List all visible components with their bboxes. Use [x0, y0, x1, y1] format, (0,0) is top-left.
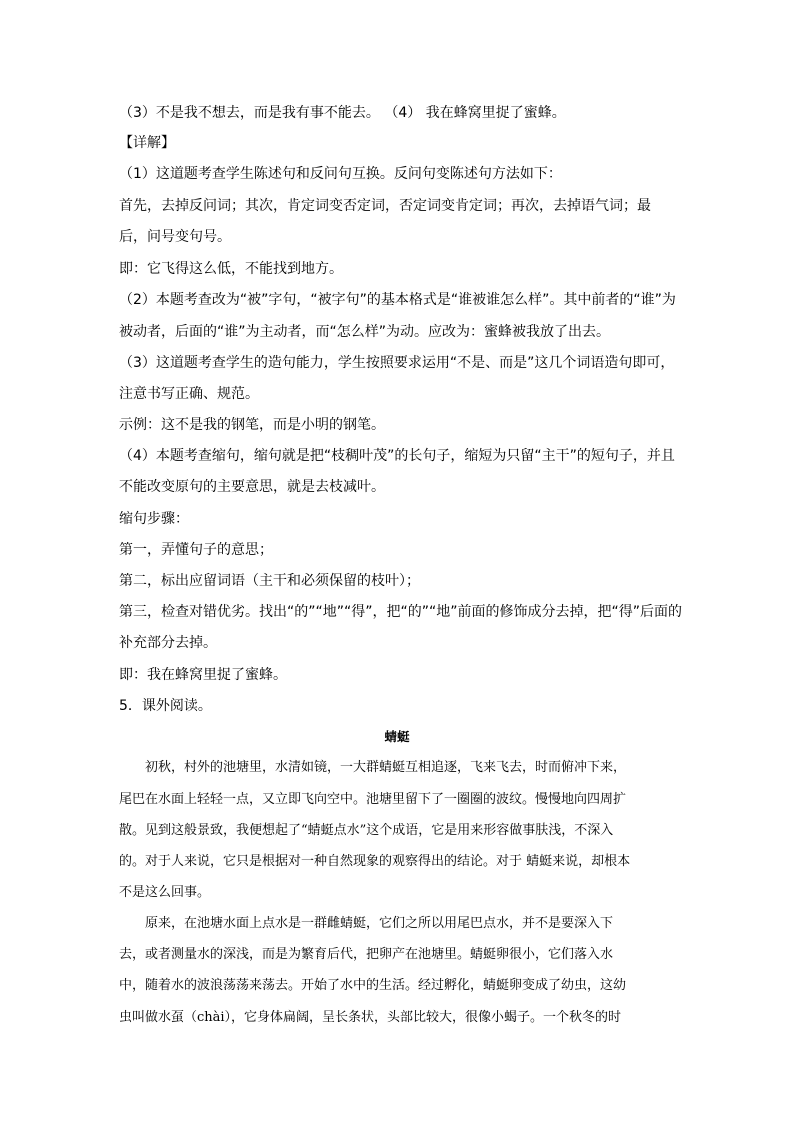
reading-title: 蜻蜓	[384, 729, 410, 744]
explanation-line: （2）本题考查改为“被”字句，“被字句”的基本格式是“谁被谁怎么样”。其中前者的“谁”为	[119, 292, 676, 308]
explanation-line: 被动者，后面的“谁”为主动者，而“怎么样”为动。应改为：蜜蜂被我放了出去。	[119, 324, 611, 340]
reading-line: 散。见到这般景致，我便想起了“蜻蜓点水”这个成语，它是用来形容做事肤浅，不深入	[119, 823, 614, 838]
explanation-line: 第一，弄懂句子的意思；	[119, 542, 273, 558]
reading-line: 初秋，村外的池塘里，水清如镜，一大群蜻蜓互相追逐，飞来飞去，时而俯冲下来，	[145, 760, 627, 775]
explanation-line: 缩句步骤：	[119, 511, 189, 527]
explanation-line: 补充部分去掉。	[119, 635, 217, 651]
reading-line: 的。对于人来说，它只是根据对一种自然现象的观察得出的结论。对于 蜻蜓来说，却根本	[119, 854, 631, 869]
reading-line: 尾巴在水面上轻轻一点，又立即飞向空中。池塘里留下了一圈圈的波纹。慢慢地向四周扩	[119, 792, 627, 807]
explanation-line: 第三，检查对错优劣。找出“的”“地”“得”，把“的”“地”前面的修饰成分去掉，把“得”后面的	[119, 604, 683, 620]
explanation-line: 第二，标出应留词语（主干和必须保留的枝叶）；	[119, 573, 420, 589]
explanation-line: （4）本题考查缩句，缩句就是把“枝稠叶茂”的长句子，缩短为只留“主干”的短句子，并且	[119, 448, 675, 464]
explanation-line: 示例：这不是我的钢笔，而是小明的钢笔。	[119, 417, 385, 433]
explanation-line: 注意书写正确、规范。	[119, 386, 259, 402]
explanation-line: 即：它飞得这么低，不能找到地方。	[119, 261, 343, 277]
explanation-line: 不能改变原句的主要意思，就是去枝减叶。	[119, 479, 385, 495]
reading-line: 不是这么回事。	[119, 885, 211, 900]
reading-line: 原来，在池塘水面上点水是一群雌蜻蜓，它们之所以用尾巴点水，并不是要深入下	[145, 916, 614, 931]
explanation-line: （3）这道题考查学生的造句能力，学生按照要求运用“不是、而是”这几个词语造句即可，	[119, 355, 675, 371]
explanation-line: 首先，去掉反问词；其次，肯定词变否定词，否定词变肯定词；再次，去掉语气词；最	[119, 198, 651, 214]
explanation-line: 即：我在蜂窝里捉了蜜蜂。	[119, 667, 287, 683]
reading-line: 虫叫做水虿（chài），它身体扁阔，呈长条状，头部比较大，很像小蝎子。一个秋冬的时	[119, 1010, 622, 1025]
reading-line: 去，或者测量水的深浅，而是为繁育后代，把卵产在池塘里。蜻蜓卵很小，它们落入水	[119, 947, 614, 962]
question-5-label: 5．课外阅读。	[119, 698, 212, 714]
explanation-heading: 【详解】	[119, 135, 175, 151]
explanation-line: 后，问号变句号。	[119, 229, 231, 245]
explanation-line: （1）这道题考查学生陈述句和反问句互换。反问句变陈述句方法如下：	[119, 166, 562, 182]
reading-line: 中，随着水的波浪荡荡来荡去。开始了水中的生活。经过孵化，蜻蜓卵变成了幼虫，这幼	[119, 978, 627, 993]
answer-line-3-4: （3）不是我不想去，而是我有事不能去。 （4） 我在蜂窝里捉了蜜蜂。	[119, 105, 566, 121]
